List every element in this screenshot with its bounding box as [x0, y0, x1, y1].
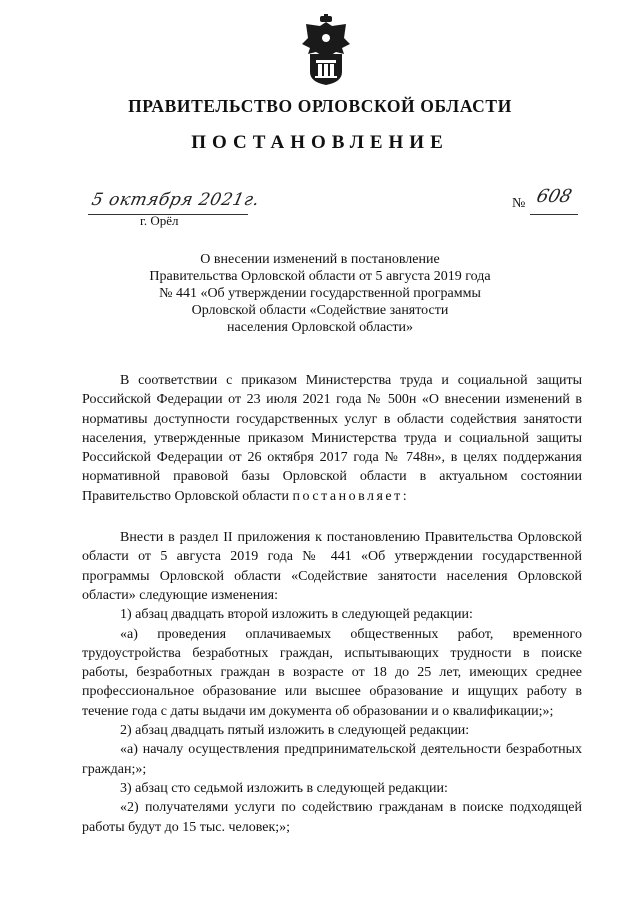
- number-label: №: [512, 196, 526, 211]
- intro-paragraph: Внести в раздел II приложения к постановлению Правительства Орловской области от 5 августа 2019 года № 441 «Об утверждении государственной программы Орловской области «Содействие занятости населения Орловской области» следующие изменения:: [82, 530, 582, 603]
- coat-of-arms-emblem: [300, 14, 352, 86]
- list-item-text: «а) проведения оплачиваемых общественных работ, временного трудоустройства безработных граждан, испытывающих трудности в поиске работы, безработных граждан в возрасте от 18 до 25 лет, имеющих среднее профессиональное образование или высшее образование и ищущих работу в течение года с даты выдачи им документа об образовании и о квалификации;»;: [82, 626, 582, 719]
- handwritten-number: 608: [534, 186, 574, 207]
- number-underline: [530, 214, 578, 215]
- subject-line: № 441 «Об утверждении государственной программы: [159, 286, 481, 301]
- handwritten-date: 5 октября 2021г.: [89, 190, 262, 210]
- list-item: 2) абзац двадцать пятый изложить в следующей редакции:: [120, 723, 470, 739]
- city-label: г. Орёл: [140, 213, 179, 228]
- document-body: [82, 371, 582, 837]
- subject-line: О внесении изменений в постановление: [200, 252, 440, 267]
- subject-line: населения Орловской области»: [227, 320, 413, 335]
- list-item: 3) абзац сто седьмой изложить в следующей редакции:: [120, 780, 448, 796]
- list-item: 1) абзац двадцать второй изложить в следующей редакции:: [120, 607, 473, 623]
- subject-line: Правительства Орловской области от 5 августа 2019 года: [149, 269, 491, 284]
- subject-line: Орловской области «Содействие занятости: [191, 303, 449, 318]
- preamble-paragraph: [82, 371, 582, 506]
- document-subject: [110, 251, 530, 336]
- preamble-text: В соответствии с приказом Министерства труда и социальной защиты Российской Федерации от 23 июля 2021 года № 500н «О внесении изменений в нормативы доступности государственных услуг в области содействия занятости населения, утвержденные приказом Министерства труда и социальной защиты Российской Федерации от 26 октября 2017 года № 748н», в целях поддержания нормативной правовой базы Орловской области в актуальном состоянии Правительство Орловской области: [82, 373, 582, 504]
- resolves-word: постановляет:: [292, 488, 410, 504]
- document-type: ПОСТАНОВЛЕНИЕ: [191, 132, 449, 153]
- list-item-text: «2) получателями услуги по содействию гражданам в поиске подходящей работы будут до 15 тыс. человек;»;: [82, 800, 582, 835]
- organization-title: ПРАВИТЕЛЬСТВО ОРЛОВСКОЙ ОБЛАСТИ: [128, 96, 512, 116]
- list-item-text: «а) началу осуществления предпринимательской деятельности безработных граждан;»;: [82, 742, 582, 777]
